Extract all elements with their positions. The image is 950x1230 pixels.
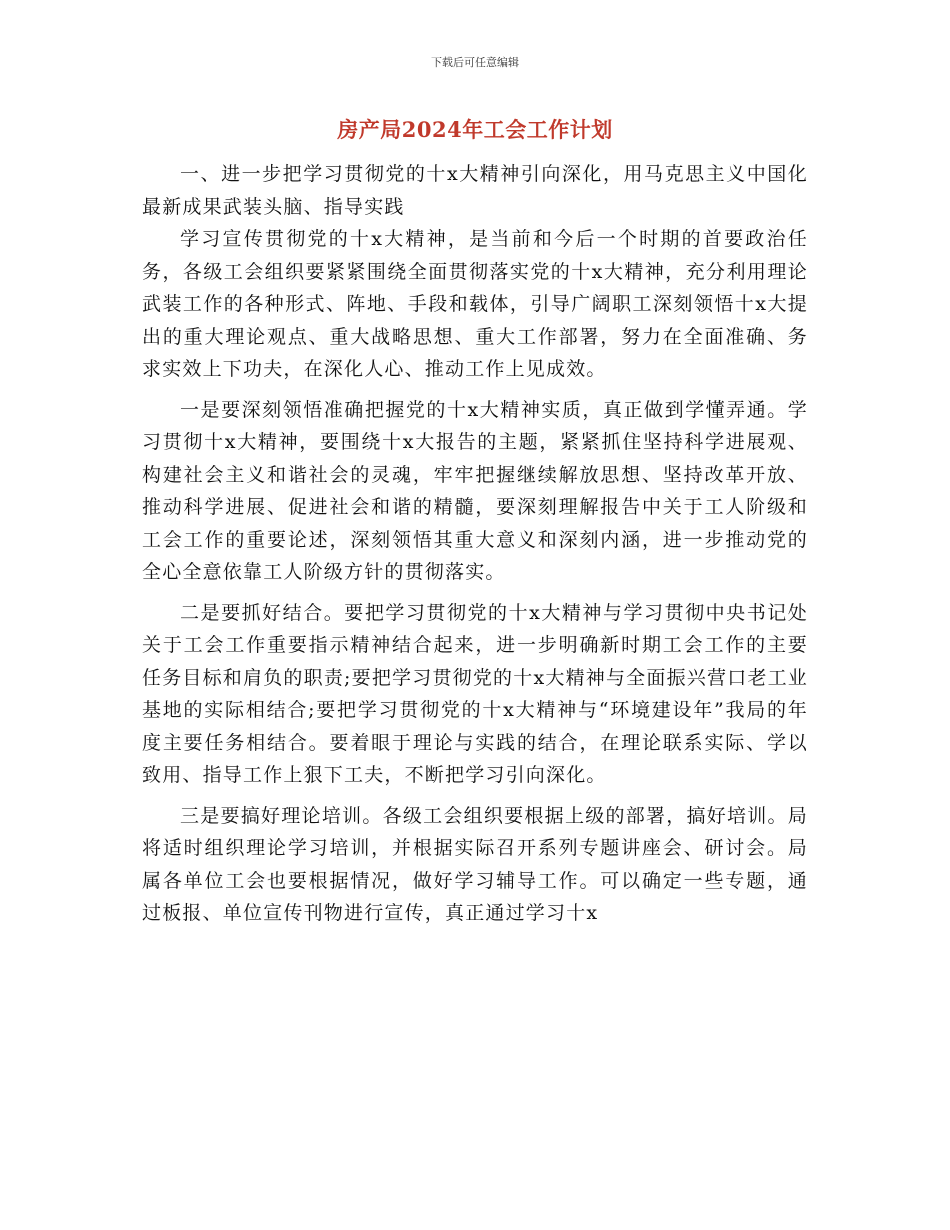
body-paragraph-second-point: 二是要抓好结合。要把学习贯彻党的十x大精神与学习贯彻中央书记处关于工会工作重要指示精神结合起来，进一步明确新时期工会工作的主要任务目标和肩负的职责;要把学习贯彻党的十x大精神与全面振兴营口老工业基地的实际相结合;要把学习贯彻党的十x大精神与“环境建设年”我局的年度主要任务相结合。要着眼于理论与实践的结合，在理论联系实际、学以致用、指导工作上狠下工夫，不断把学习引向深化。 [142,601,808,786]
body-paragraph-intro: 学习宣传贯彻党的十x大精神，是当前和今后一个时期的首要政治任务，各级工会组织要紧紧围绕全面贯彻落实党的十x大精神，充分利用理论武装工作的各种形式、阵地、手段和载体，引导广阔职工深刻领悟十x大提出的重大理论观点、重大战略思想、重大工作部署，努力在全面准确、务求实效上下功夫，在深化人心、推动工作上见成效。 [142,228,808,380]
document-body [142,158,808,930]
header-note: 下载后可任意编辑 [431,56,519,69]
document-title: 房产局2024年工会工作计划 [337,117,613,142]
section-heading-paragraph: 一、进一步把学习贯彻党的十x大精神引向深化，用马克思主义中国化最新成果武装头脑、指导实践 [142,163,808,218]
body-paragraph-first-point: 一是要深刻领悟准确把握党的十x大精神实质，真正做到学懂弄通。学习贯彻十x大精神，要围绕十x大报告的主题，紧紧抓住坚持科学进展观、构建社会主义和谐社会的灵魂，牢牢把握继续解放思想、坚持改革开放、推动科学进展、促进社会和谐的精髓，要深刻理解报告中关于工人阶级和工会工作的重要论述，深刻领悟其重大意义和深刻内涵，进一步推动党的全心全意依靠工人阶级方针的贯彻落实。 [142,398,808,583]
body-paragraph-third-point: 三是要搞好理论培训。各级工会组织要根据上级的部署，搞好培训。局将适时组织理论学习培训，并根据实际召开系列专题讲座会、研讨会。局属各单位工会也要根据情况，做好学习辅导工作。可以确定一些专题，通过板报、单位宣传刊物进行宣传，真正通过学习十x [142,804,808,924]
